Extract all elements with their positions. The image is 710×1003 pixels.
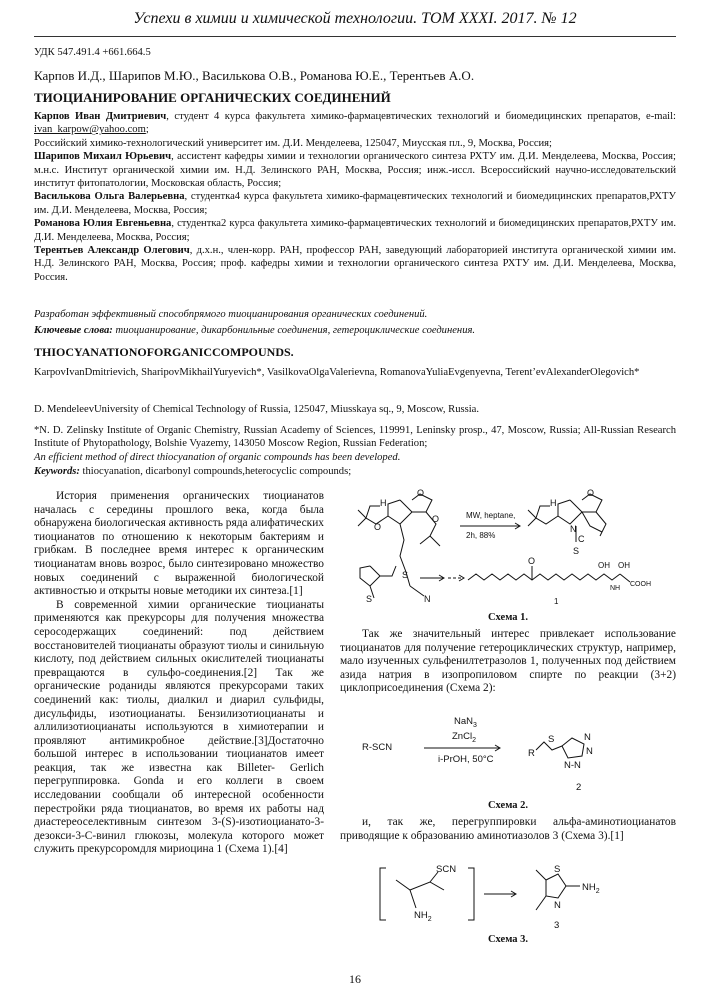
author-detail-karpov: Карпов Иван Дмитриевич, студент 4 курса факультета химико-фармацевтических технологий и биомедицинских препаратов, e-mail: ivan_karpow@yahoo.com;	[34, 111, 676, 136]
scheme3-thiazole-ring	[546, 874, 566, 898]
scheme-1-label: Схема 1.	[487, 612, 529, 623]
scheme2-product-n2: N	[586, 746, 593, 757]
scheme1-atom-h2: H	[550, 498, 557, 508]
scheme2-compound-number: 2	[576, 782, 582, 793]
keywords-ru: Ключевые слова: тиоцианирование, дикарбонильные соединения, гетероциклические соединения.	[34, 325, 476, 336]
scheme1-ring-bottom	[360, 566, 380, 586]
scheme2-product-n1: N	[584, 732, 591, 743]
scheme2-tetrazole-ring	[562, 738, 584, 758]
author-detail-vasilkova: Василькова Ольга Валерьевна, студентка4 курса факультета химико-фармацевтических технологий и биомедицинских препаратов,РХТУ им. Д.И. Менделеева, Москва, Россия;	[34, 191, 677, 216]
affiliation-en-1: D. MendeleevUniversity of Chemical Technology of Russia, 125047, Miusskaya sq., 9, Moscow, Russia.	[34, 404, 480, 415]
authors-en: KarpovIvanDmitrievich, SharipovMikhailYuryevich*, VasilkovaOlgaValerievna, RomanovaYuliaEvgenyevna, Terent’evAlexanderOlegovich*	[34, 367, 640, 378]
scheme-2-label: Схема 2.	[487, 800, 529, 811]
scheme2-product-r: R	[528, 748, 535, 759]
left-paragraph-1: История применения органических тиоцианатов началась с середины прошлого века, когда была обнаружена биологическая активность ряда алифатических тиоцианатов по отношению к некоторым бактериям и грибкам. В последнее время интерес к органическим тиоцианатам вновь возрос, было синтезировано множество новых соединений с выраженной биологической активностью и открыты новые методики их синтеза.[1]	[34, 490, 324, 598]
scheme2-start: R-SCN	[362, 742, 393, 753]
scheme3-bracket-left	[380, 868, 386, 920]
scheme1-ring-right-a	[558, 500, 582, 524]
scheme1-atom-o4: O	[587, 488, 595, 498]
scheme1-dioxolane-right	[596, 512, 606, 536]
scheme1-atom-nh2: NH	[610, 585, 621, 592]
scheme-1	[340, 486, 676, 608]
scheme2-product-s: S	[548, 734, 555, 745]
scheme1-atom-cooh: COOH	[630, 581, 651, 588]
scheme3-nh2-bond	[410, 890, 416, 908]
author-detail-sharipov: Шарипов Михаил Юрьевич, ассистент кафедры химии и технологии органического синтеза РХТУ им. Д.И. Менделеева, Москва, Россия; м.н.с. Институт органической химии им. Н.Д. Зелинского РАН, Москва, Россия; инж.-иссл. Всероссийский научно-исследовательский институт фитопатологии, Московская область, Россия;	[34, 151, 676, 190]
journal-header: Успехи в химии и химической технологии. ТОМ XXXI. 2017. № 12	[133, 10, 577, 27]
scheme-3	[340, 860, 676, 932]
scheme1-atom-o3: O	[374, 522, 382, 532]
scheme1-atom-s3: S	[366, 594, 373, 604]
scheme3-sub-1	[536, 870, 546, 880]
scheme1-atom-n2: N	[570, 524, 577, 534]
left-column	[34, 490, 324, 857]
scheme1-cond-2: 2h, 88%	[466, 531, 496, 540]
right-column-paragraph-2: и, так же, перегруппировки альфа-аминотиоцианатов приводящие к образованию аминотиазолов 3 (Схема 3).[1]	[340, 816, 676, 842]
scheme2-reagent-2: ZnCl$_2$	[452, 731, 476, 744]
scheme3-n: N	[554, 900, 561, 911]
scheme1-chain-end	[620, 574, 630, 582]
abstract-en: An efficient method of direct thiocyanation of organic compounds has been developed.	[34, 452, 401, 463]
right-column-paragraph-1: Так же значительный интерес привлекает использование тиоцианатов для получение гетероциклических структур, например, мало изученных сульфенилтетразолов 1, полученных под действием азида натрия в изопропиловом спирте по реакции (3+2) циклоприсоединения (Схема 2):	[340, 628, 676, 695]
scheme2-conditions: i-PrOH, 50°C	[438, 754, 494, 765]
left-paragraph-2: В современной химии органические тиоцианаты применяются как прекурсоры для получения множества серосодержащих соединений: под действием восстановителей тиоцианаты образуют тиолы и синильную кислоту, под действием сильных окислителей тиоцианаты превращаются в сульфо-соединения.[2] Так же органические роданиды являются прекурсорами таких соединений как: тиолы, диалкил и диарил сульфиды, дисульфиды, изотиоцианаты. Бензилизотиоцианаты и аллилизотиоцианаты используются в химиотерапии и проявляют антимикробное действие.[3]Достаточно большой интерес в использовании тиоцианатов имеет реакция, так же известна как Billeter- Gerlich перегруппировка. Gonda и его коллеги в своем исследовании сообщали об интересной особенности перестройки ряда тиоцианатов, во время их работы над диастереоселективным синтезом 3-(S)-изотиоцианато-3-дезокси-3-С-винил глюкозы, молекула которого может служить прекурсоромдля мириоцина 1 (Схема 1).[4]	[34, 598, 324, 856]
email-link[interactable]: ivan_karpow@yahoo.com	[34, 124, 146, 136]
authors-line: Карпов И.Д., Шарипов М.Ю., Василькова О.В., Романова Ю.Е., Терентьев А.О.	[34, 68, 475, 83]
scheme1-atom-c: C	[578, 534, 585, 544]
scheme1-scn-bond	[410, 586, 424, 596]
udk: УДК 547.491.4 +661.664.5	[34, 47, 151, 58]
scheme2-reagent-1: NaN$_3$	[454, 716, 477, 729]
scheme1-methyl-3	[430, 536, 440, 546]
scheme1-methyl-1	[358, 510, 366, 518]
scheme1-methyl-5	[528, 510, 536, 518]
scheme1-compound-number: 1	[554, 597, 559, 606]
scheme1-cond-1: MW, heptane,	[466, 511, 516, 520]
affiliation-en-2: *N. D. Zelinsky Institute of Organic Chemistry, Russian Academy of Sciences, 119991, Leninsky prosp., 47, Moscow, Russia; All-Russian Research Institute of Phytopathology, Bolshie Vyazemy, 143050 Moscow Region, Russian Federation;	[34, 425, 676, 450]
scheme1-atom-s: S	[402, 570, 409, 580]
scheme3-backbone	[396, 880, 444, 890]
author-detail-affiliation: Российский химико-технологический университет им. Д.И. Менделеева, 125047, Миусская пл., 9, Москва, Россия;	[34, 137, 553, 149]
scheme3-bracket-right	[468, 868, 474, 920]
scheme1-ring-bottom-b	[380, 566, 396, 576]
scheme1-isopropylidene-right	[536, 506, 558, 524]
scheme3-s: S	[554, 864, 561, 875]
scheme1-atom-s2: S	[573, 546, 580, 556]
scheme1-atom-oh1: OH	[598, 561, 610, 570]
scheme1-atom-o5: O	[528, 556, 536, 566]
scheme-3-label: Схема 3.	[487, 934, 529, 945]
author-detail-romanova: Романова Юлия Евгеньевна, студентка2 курса факультета химико-фармацевтических технологий и биомедицинских препаратов,РХТУ им. Д.И. Менделеева, Москва, Россия;	[34, 218, 676, 243]
scheme1-myriocin-chain	[468, 574, 620, 580]
title-ru: ТИОЦИАНИРОВАНИЕ ОРГАНИЧЕСКИХ СОЕДИНЕНИЙ	[34, 90, 391, 105]
scheme2-product-nn: N-N	[564, 760, 581, 771]
header-rule	[34, 36, 676, 37]
scheme1-atom-o2: O	[432, 514, 440, 524]
scheme3-scn: SCN	[436, 864, 457, 875]
scheme1-methyl-6	[528, 518, 536, 526]
scheme1-methyl-4	[420, 536, 430, 544]
scheme1-atom-n: N	[424, 594, 431, 604]
scheme1-atom-o1: O	[417, 488, 425, 498]
abstract-ru: Разработан эффективный способпрямого тиоцианирования органических соединений.	[34, 309, 428, 320]
scheme1-atom-h: H	[380, 498, 387, 508]
scheme1-methyl-2	[358, 518, 366, 526]
page-number: 16	[349, 972, 361, 986]
scheme1-ring-left-a	[388, 500, 412, 524]
scheme3-product-nh2: $NH_2$	[582, 882, 600, 895]
scheme1-atom-oh2: OH	[618, 561, 630, 570]
author-detail-terentiev: Терентьев Александр Олегович, д.х.н., член-корр. РАН, профессор РАН, заведующий лабораторией института органической химии им. Н.Д. Зелинского РАН, Москва, Россия; проф. кафедры химии и технологии органического синтеза РХТУ им. Д.И. Менделеева, Москва, Россия.	[34, 245, 676, 283]
scheme3-sub-2	[536, 896, 546, 910]
title-en: THIOCYANATIONOFORGANICCOMPOUNDS.	[34, 345, 294, 359]
authors-details	[34, 110, 676, 284]
scheme3-compound-number: 3	[554, 920, 560, 931]
keywords-en: Keywords: thiocyanation, dicarbonyl compounds,heterocyclic compounds;	[34, 466, 352, 477]
scheme3-nh2: $NH_2$	[414, 910, 432, 923]
